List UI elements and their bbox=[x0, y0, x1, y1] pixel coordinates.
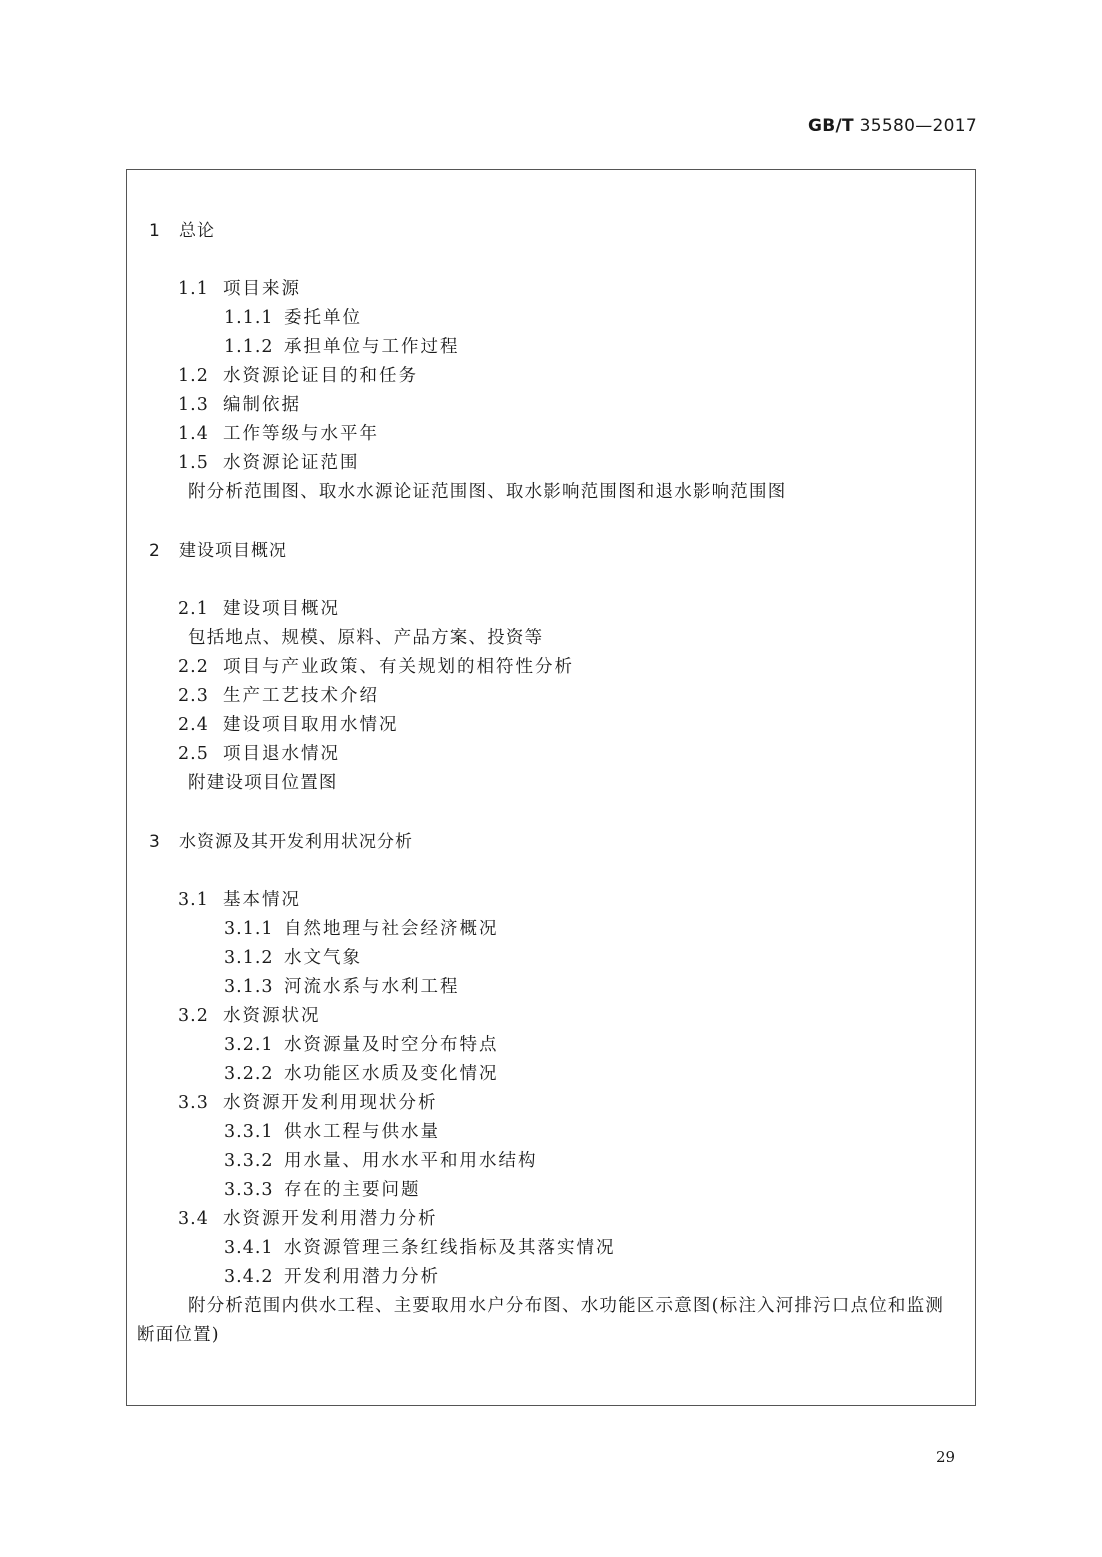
section-heading-3: 3 水资源及其开发利用状况分析 bbox=[149, 832, 413, 852]
note-section-1: 附分析范围图、取水水源论证范围图、取水影响范围图和退水影响范围图 bbox=[188, 482, 787, 502]
outline-item-1-4: 1.4 工作等级与水平年 bbox=[178, 424, 379, 444]
outline-item-1-5: 1.5 水资源论证范围 bbox=[178, 453, 360, 473]
section-heading-1: 1 总论 bbox=[149, 221, 215, 241]
note-section-2: 附建设项目位置图 bbox=[188, 773, 338, 793]
outline-item-3-1-2: 3.1.2 水文气象 bbox=[224, 948, 362, 968]
outline-item-3-2-1: 3.2.1 水资源量及时空分布特点 bbox=[224, 1035, 499, 1055]
outline-item-2-2: 2.2 项目与产业政策、有关规划的相符性分析 bbox=[178, 657, 574, 677]
outline-item-3-3-2: 3.3.2 用水量、用水水平和用水结构 bbox=[224, 1151, 538, 1171]
outline-item-3-4-2: 3.4.2 开发利用潜力分析 bbox=[224, 1267, 440, 1287]
outline-item-3-3-3: 3.3.3 存在的主要问题 bbox=[224, 1180, 421, 1200]
note-section-3-line-1: 附分析范围内供水工程、主要取用水户分布图、水功能区示意图(标注入河排污口点位和监测 bbox=[188, 1296, 945, 1316]
outline-item-2-5: 2.5 项目退水情况 bbox=[178, 744, 340, 764]
outline-item-3-1-3: 3.1.3 河流水系与水利工程 bbox=[224, 977, 460, 997]
outline-item-3-4-1: 3.4.1 水资源管理三条红线指标及其落实情况 bbox=[224, 1238, 616, 1258]
outline-item-3-3: 3.3 水资源开发利用现状分析 bbox=[178, 1093, 438, 1113]
outline-item-3-4: 3.4 水资源开发利用潜力分析 bbox=[178, 1209, 438, 1229]
outline-item-3-1-1: 3.1.1 自然地理与社会经济概况 bbox=[224, 919, 499, 939]
outline-item-2-4: 2.4 建设项目取用水情况 bbox=[178, 715, 399, 735]
outline-item-2-3: 2.3 生产工艺技术介绍 bbox=[178, 686, 379, 706]
outline-item-3-2-2: 3.2.2 水功能区水质及变化情况 bbox=[224, 1064, 499, 1084]
outline-item-3-1: 3.1 基本情况 bbox=[178, 890, 301, 910]
outline-item-1-1: 1.1 项目来源 bbox=[178, 279, 301, 299]
standard-prefix: GB/T bbox=[808, 116, 854, 136]
page-number: 29 bbox=[936, 1448, 956, 1466]
outline-item-3-3-1: 3.3.1 供水工程与供水量 bbox=[224, 1122, 440, 1142]
standard-number: 35580—2017 bbox=[859, 116, 977, 136]
outline-frame bbox=[126, 169, 976, 1406]
outline-item-1-1-1: 1.1.1 委托单位 bbox=[224, 308, 362, 328]
outline-item-1-2: 1.2 水资源论证目的和任务 bbox=[178, 366, 418, 386]
outline-item-3-2: 3.2 水资源状况 bbox=[178, 1006, 321, 1026]
outline-item-1-3: 1.3 编制依据 bbox=[178, 395, 301, 415]
note-section-3-line-2: 断面位置) bbox=[137, 1325, 220, 1345]
standard-code bbox=[808, 116, 977, 136]
note-section-2-1: 包括地点、规模、原料、产品方案、投资等 bbox=[188, 628, 544, 648]
outline-item-1-1-2: 1.1.2 承担单位与工作过程 bbox=[224, 337, 460, 357]
outline-item-2-1: 2.1 建设项目概况 bbox=[178, 599, 340, 619]
section-heading-2: 2 建设项目概况 bbox=[149, 541, 287, 561]
